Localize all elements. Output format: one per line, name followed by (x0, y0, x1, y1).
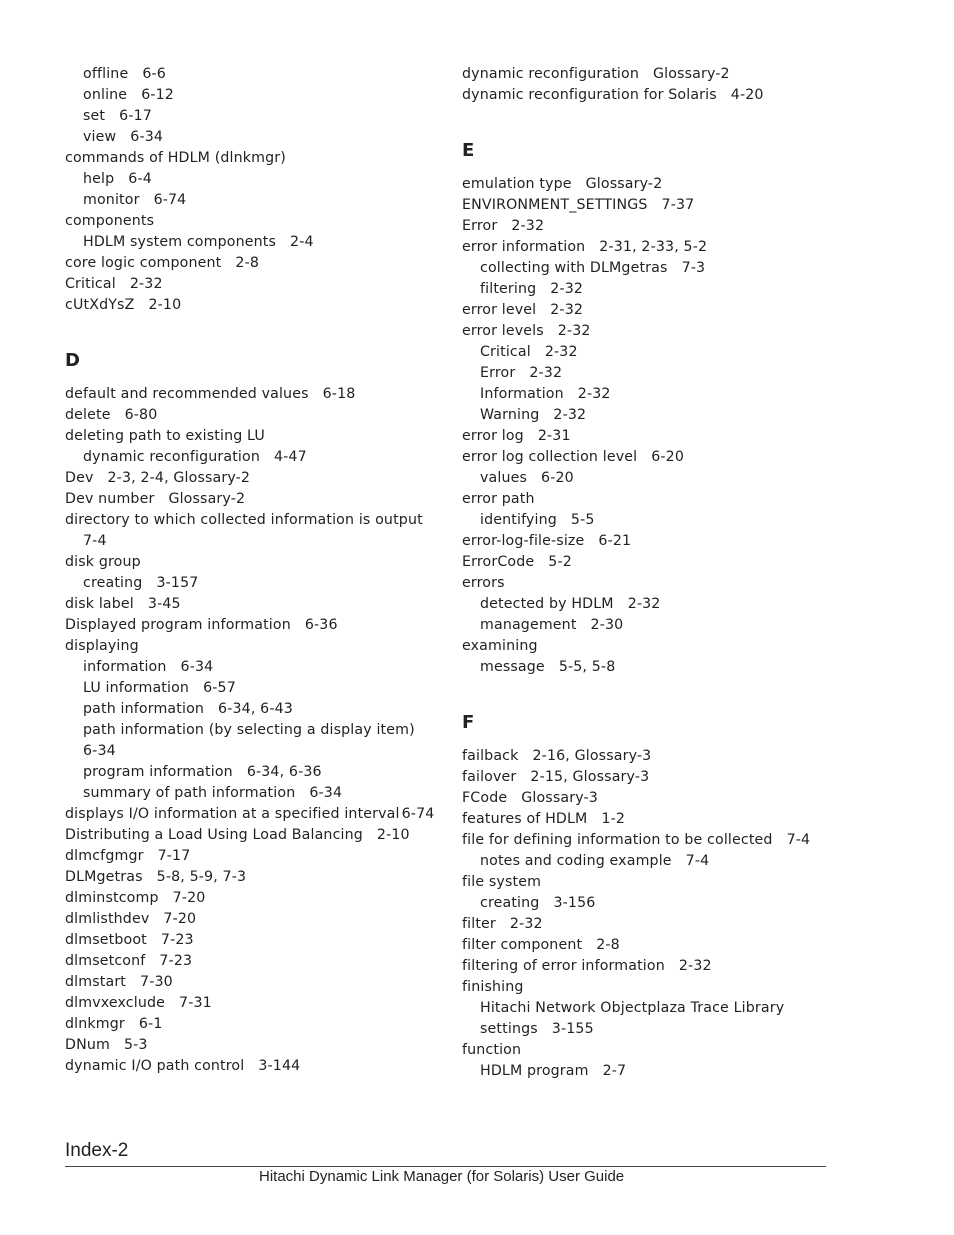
index-term: dlmsetboot (65, 932, 147, 948)
index-subentry (462, 1061, 834, 1082)
index-entry (462, 767, 834, 788)
index-page-ref: 2-30 (590, 617, 624, 633)
index-page-ref: Glossary-2 (585, 176, 663, 192)
index-entry (65, 405, 437, 426)
index-page-ref: 6-21 (598, 533, 632, 549)
section-letter-heading: E (462, 140, 475, 161)
index-page-ref: 6-12 (141, 87, 174, 103)
index-entry (65, 1056, 437, 1077)
index-term: dlmlisthdev (65, 911, 150, 927)
index-term: examining (462, 638, 538, 654)
index-term: help (83, 171, 115, 187)
index-page-ref: 2-7 (602, 1063, 627, 1079)
index-entry-continuation (65, 741, 437, 762)
index-entry (65, 468, 437, 489)
index-entry (65, 552, 437, 573)
index-term: ErrorCode (462, 554, 535, 570)
index-term: finishing (462, 979, 524, 995)
index-entry (462, 85, 834, 106)
index-page-ref: 2-8 (596, 937, 620, 953)
index-page-ref: 7-23 (159, 953, 193, 969)
index-entry (462, 300, 834, 321)
index-entry (65, 295, 437, 316)
index-page-ref: 6-4 (128, 171, 152, 187)
section-letter-heading: D (65, 350, 81, 371)
index-term: management (480, 617, 577, 633)
index-entry (462, 788, 834, 809)
index-term: view (83, 129, 117, 145)
index-page-ref: 2-32 (509, 916, 543, 932)
index-page-ref: 6-34, 6-36 (246, 764, 322, 780)
index-page-ref: 2-10 (148, 297, 182, 313)
index-term: components (65, 213, 155, 229)
index-subentry (65, 657, 437, 678)
footer-divider (65, 1166, 826, 1167)
index-page-ref: 6-17 (119, 108, 152, 124)
section-letter-heading: F (462, 712, 475, 733)
index-entry (65, 951, 437, 972)
index-term: dlmstart (65, 974, 127, 990)
index-subentry (462, 258, 834, 279)
index-page-ref: 6-34 (180, 659, 214, 675)
index-subentry (65, 106, 437, 127)
index-entry (462, 977, 834, 998)
index-entry (65, 993, 437, 1014)
index-subentry (462, 342, 834, 363)
index-subentry (65, 64, 437, 85)
index-term: Dev (65, 470, 94, 486)
document-title: Hitachi Dynamic Link Manager (for Solaris) User Guide (259, 1168, 625, 1185)
index-entry (65, 1035, 437, 1056)
index-page-ref: 7-4 (786, 832, 811, 848)
index-term: DLMgetras (65, 869, 143, 885)
index-entry (65, 615, 437, 636)
index-subentry (462, 1019, 834, 1040)
index-term: filtering (480, 281, 537, 297)
index-page-ref: 2-32 (678, 958, 712, 974)
index-entry (65, 888, 437, 909)
index-page-ref: 2-4 (290, 234, 314, 250)
index-page-ref: 7-37 (661, 197, 695, 213)
index-term: values (480, 470, 528, 486)
index-term: filter (462, 916, 496, 932)
index-term: ENVIRONMENT_SETTINGS (462, 197, 648, 213)
index-subentry (65, 127, 437, 148)
index-entry (65, 930, 437, 951)
index-page-ref: 2-32 (550, 281, 584, 297)
index-term: identifying (480, 512, 557, 528)
index-entry (65, 489, 437, 510)
index-subentry (462, 468, 834, 489)
index-entry (462, 552, 834, 573)
index-page-ref: 1-2 (601, 811, 626, 827)
index-page-ref: 2-32 (544, 344, 578, 360)
index-page-ref: 6-20 (541, 470, 574, 486)
index-subentry (65, 573, 437, 594)
index-term: information (83, 659, 167, 675)
index-term: message (480, 659, 545, 675)
index-term: creating (83, 575, 143, 591)
index-page-ref: 4-20 (730, 87, 764, 103)
index-term: disk group (65, 554, 141, 570)
index-page-ref: 2-32 (129, 276, 163, 292)
index-entry (462, 573, 834, 594)
index-subentry (65, 232, 437, 253)
index-entry (65, 426, 437, 447)
index-term: set (83, 108, 106, 124)
index-term: Error (462, 218, 498, 234)
index-term: dlmcfgmgr (65, 848, 144, 864)
index-page-ref: 6-34, 6-43 (218, 701, 293, 717)
index-page-ref: 2-32 (627, 596, 661, 612)
index-term: error log collection level (462, 449, 638, 465)
index-page-ref: 2-32 (529, 365, 563, 381)
index-column-left (65, 64, 437, 1077)
index-page-ref: 2-32 (553, 407, 587, 423)
index-term: error path (462, 491, 535, 507)
index-entry (65, 636, 437, 657)
index-term: delete (65, 407, 111, 423)
index-term: error log (462, 428, 524, 444)
index-entry (65, 1014, 437, 1035)
index-page-ref: 7-17 (157, 848, 191, 864)
index-term: directory to which collected information is output (65, 512, 423, 528)
index-term: Error (480, 365, 516, 381)
index-page-ref: 6-74 (401, 806, 435, 822)
index-term: Critical (480, 344, 531, 360)
index-entry (65, 384, 437, 405)
index-term: creating (480, 895, 540, 911)
index-term: Critical (65, 276, 116, 292)
index-page-ref: 2-32 (557, 323, 591, 339)
index-term: file for defining information to be collected (462, 832, 773, 848)
index-page-ref: 6-6 (142, 66, 166, 82)
index-entry (65, 510, 437, 531)
index-entry (65, 825, 437, 846)
index-page-ref: 6-80 (124, 407, 158, 423)
index-subentry (462, 893, 834, 914)
index-entry (462, 237, 834, 258)
index-page-ref: 4-47 (273, 449, 307, 465)
index-entry (462, 935, 834, 956)
index-entry (65, 211, 437, 232)
index-page-ref: 6-34 (130, 129, 164, 145)
index-page-ref: 3-157 (156, 575, 199, 591)
index-term: settings (480, 1021, 538, 1037)
index-term: summary of path information (83, 785, 296, 801)
index-entry (462, 174, 834, 195)
index-entry (65, 253, 437, 274)
index-entry (65, 846, 437, 867)
index-term: dlmsetconf (65, 953, 146, 969)
index-entry (65, 867, 437, 888)
index-entry (462, 1040, 834, 1061)
index-term: dlminstcomp (65, 890, 159, 906)
index-column-right (462, 64, 834, 1082)
index-term: failback (462, 748, 519, 764)
index-term: detected by HDLM (480, 596, 614, 612)
index-page-ref: 6-20 (651, 449, 685, 465)
index-term: path information (83, 701, 205, 717)
index-entry (462, 809, 834, 830)
index-subentry (462, 363, 834, 384)
index-entry (462, 872, 834, 893)
index-term: cUtXdYsZ (65, 297, 135, 313)
index-page-ref: 6-57 (203, 680, 236, 696)
index-term: Warning (480, 407, 540, 423)
index-entry (65, 972, 437, 993)
index-term: filtering of error information (462, 958, 665, 974)
index-entry (462, 489, 834, 510)
index-page-ref: 2-8 (235, 255, 260, 271)
index-entry (462, 636, 834, 657)
index-page-ref: 7-20 (172, 890, 206, 906)
index-entry (462, 216, 834, 237)
index-page-ref: 6-34 (83, 743, 116, 759)
index-subentry (462, 851, 834, 872)
index-term: features of HDLM (462, 811, 588, 827)
index-subentry (462, 405, 834, 426)
index-term: file system (462, 874, 542, 890)
index-term: error levels (462, 323, 544, 339)
index-subentry (65, 447, 437, 468)
index-term: HDLM program (480, 1063, 589, 1079)
index-page-ref: 2-31, 2-33, 5-2 (599, 239, 708, 255)
index-term: offline (83, 66, 129, 82)
index-page-ref: 3-144 (258, 1058, 301, 1074)
index-subentry (65, 699, 437, 720)
index-page-ref: 7-23 (160, 932, 194, 948)
index-entry (65, 148, 437, 169)
index-page-ref: 6-34 (309, 785, 343, 801)
index-term: filter component (462, 937, 583, 953)
index-term: program information (83, 764, 233, 780)
index-page-ref: 2-31 (537, 428, 571, 444)
index-page-ref: 2-16, Glossary-3 (532, 748, 652, 764)
index-term: core logic component (65, 255, 222, 271)
index-term: Distributing a Load Using Load Balancing (65, 827, 363, 843)
index-term: error-log-file-size (462, 533, 585, 549)
index-page-ref: 6-36 (304, 617, 338, 633)
index-page-ref: 7-4 (83, 533, 107, 549)
index-entry (462, 531, 834, 552)
index-subentry (462, 657, 834, 678)
index-term: monitor (83, 192, 140, 208)
index-term: disk label (65, 596, 134, 612)
index-term: error information (462, 239, 586, 255)
index-entry (65, 804, 437, 825)
index-subentry (65, 720, 437, 741)
index-term: displaying (65, 638, 139, 654)
index-page-ref: Glossary-2 (652, 66, 730, 82)
index-term: dlmvxexclude (65, 995, 166, 1011)
index-term: FCode (462, 790, 508, 806)
index-page-ref: Glossary-3 (521, 790, 598, 806)
index-term: online (83, 87, 128, 103)
index-term: commands of HDLM (dlnkmgr) (65, 150, 286, 166)
index-subentry (462, 615, 834, 636)
index-term: dynamic reconfiguration for Solaris (462, 87, 717, 103)
index-page-ref: 7-31 (179, 995, 212, 1011)
index-page-ref: 2-3, 2-4, Glossary-2 (107, 470, 251, 486)
index-page-ref: 7-20 (163, 911, 197, 927)
index-term: dynamic reconfiguration (462, 66, 639, 82)
index-subentry (462, 384, 834, 405)
index-page-ref: 3-155 (551, 1021, 594, 1037)
index-page-ref: 6-1 (138, 1016, 163, 1032)
index-subentry (65, 762, 437, 783)
index-page-ref: 2-32 (577, 386, 611, 402)
index-term: dlnkmgr (65, 1016, 125, 1032)
index-page-ref: 5-8, 5-9, 7-3 (156, 869, 247, 885)
index-subentry (65, 85, 437, 106)
index-term: Dev number (65, 491, 155, 507)
index-term: HDLM system components (83, 234, 277, 250)
index-term: dynamic I/O path control (65, 1058, 245, 1074)
index-term: deleting path to existing LU (65, 428, 265, 444)
index-page-ref: 6-18 (322, 386, 356, 402)
index-entry (462, 426, 834, 447)
index-entry (65, 274, 437, 295)
index-term: Information (480, 386, 564, 402)
index-term: error level (462, 302, 537, 318)
index-page-ref: 5-5 (570, 512, 595, 528)
index-page-ref: 2-10 (376, 827, 410, 843)
index-entry (65, 909, 437, 930)
index-page-ref: 3-156 (553, 895, 596, 911)
index-subentry (65, 783, 437, 804)
index-subentry (65, 190, 437, 211)
index-subentry (65, 169, 437, 190)
index-page-ref: 7-3 (681, 260, 706, 276)
index-subentry (462, 998, 834, 1019)
index-term: Displayed program information (65, 617, 291, 633)
index-subentry (462, 279, 834, 300)
index-term: notes and coding example (480, 853, 672, 869)
index-entry (462, 195, 834, 216)
index-term: emulation type (462, 176, 572, 192)
page-number: Index-2 (65, 1140, 129, 1161)
index-page-ref: 5-2 (548, 554, 572, 570)
index-term: DNum (65, 1037, 110, 1053)
index-entry (462, 914, 834, 935)
index-page-ref: 6-74 (153, 192, 187, 208)
index-term: default and recommended values (65, 386, 309, 402)
index-entry (462, 830, 834, 851)
index-page-ref: 5-5, 5-8 (558, 659, 616, 675)
index-page-ref: 2-32 (511, 218, 545, 234)
index-page-ref: 2-32 (550, 302, 584, 318)
index-entry (462, 64, 834, 85)
index-term: function (462, 1042, 522, 1058)
index-entry-continuation (65, 531, 437, 552)
index-term: Hitachi Network Objectplaza Trace Library (480, 1000, 785, 1016)
index-term: errors (462, 575, 505, 591)
index-entry (462, 447, 834, 468)
index-subentry (65, 678, 437, 699)
index-page-ref: 2-15, Glossary-3 (530, 769, 650, 785)
index-subentry (462, 510, 834, 531)
index-page-ref: 3-45 (147, 596, 181, 612)
index-entry (462, 321, 834, 342)
index-term: collecting with DLMgetras (480, 260, 668, 276)
index-entry (462, 746, 834, 767)
index-page-ref: 5-3 (123, 1037, 148, 1053)
index-term: path information (by selecting a display item) (83, 722, 415, 738)
index-subentry (462, 594, 834, 615)
index-page-ref: Glossary-2 (168, 491, 246, 507)
index-entry (462, 956, 834, 977)
index-term: failover (462, 769, 517, 785)
index-page-ref: 7-30 (140, 974, 173, 990)
index-page-ref: 7-4 (685, 853, 710, 869)
index-entry (65, 594, 437, 615)
index-term: LU information (83, 680, 190, 696)
index-term: dynamic reconfiguration (83, 449, 260, 465)
index-term: displays I/O information at a specified interval (65, 806, 400, 822)
